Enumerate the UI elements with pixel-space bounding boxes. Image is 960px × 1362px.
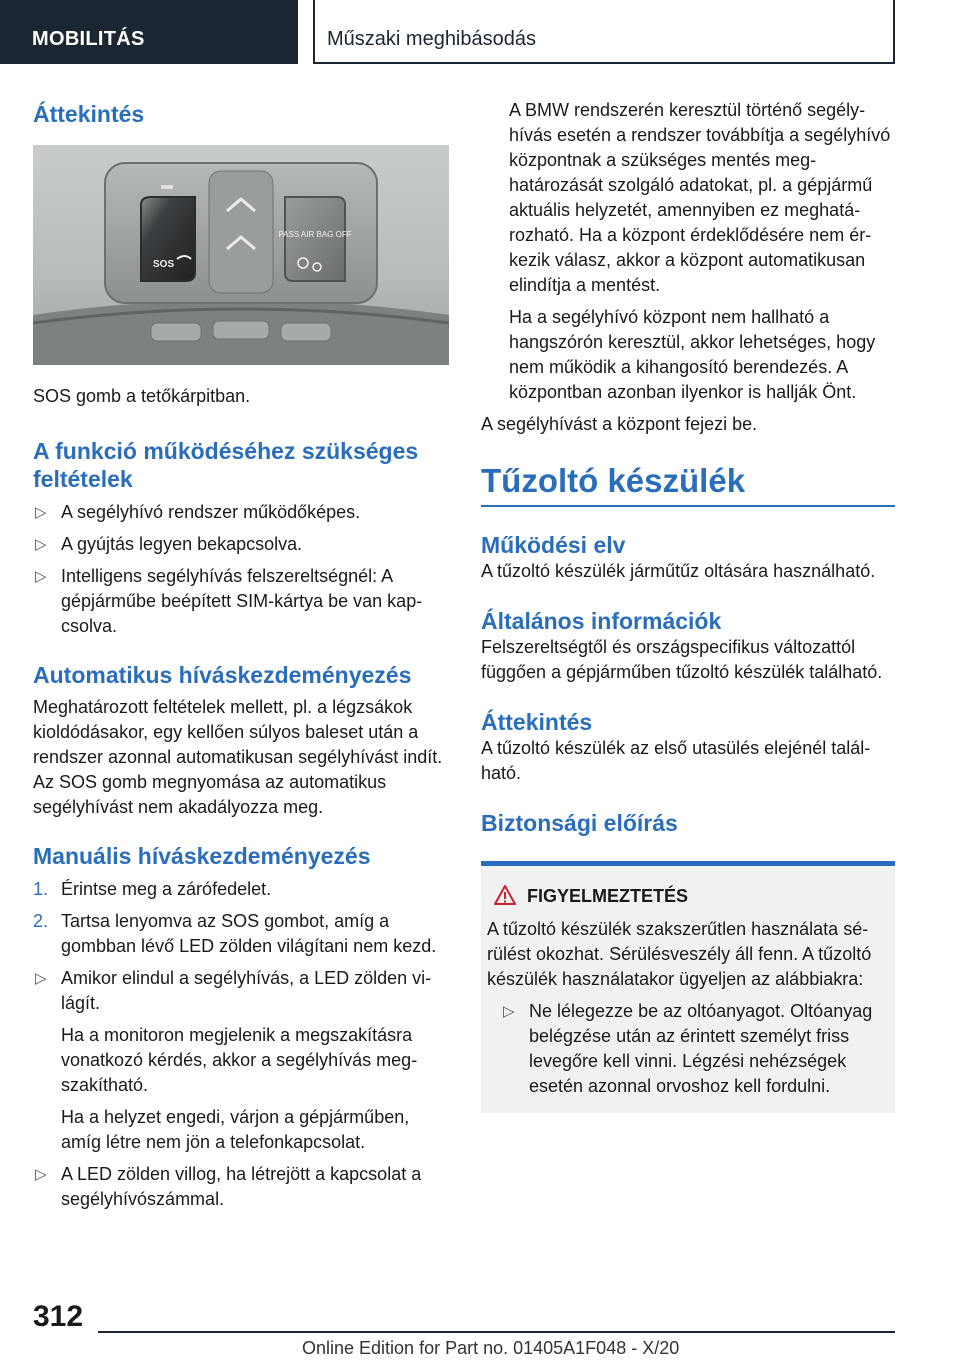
edition-text: Online Edition for Part no. 01405A1F048 - X/20 <box>302 1338 680 1358</box>
list-item-text: Ne lélegezze be az oltóanyagot. Oltóanyag belégzése után az érintett személyt friss levegőre kell vinni. Légzési nehézségek esetén azonnal orvoshoz kell fordulni. <box>529 1001 873 1096</box>
list-item-text: A gyújtás legyen bekapcsolva. <box>61 534 303 554</box>
warning-triangle-icon <box>493 884 517 906</box>
triangle-bullet-icon: ▷ <box>35 568 47 585</box>
principle-heading: Működési elv <box>481 532 626 558</box>
auto-call-text: Meghatározott feltételek mellett, pl. a légzsákok kioldódásakor, egy kellően súlyos baleset után a rendszer azonnal automatikusan segélyhívást indít. Az SOS gomb megnyomása az automatikus segélyhívást nem akadályozza meg. <box>33 697 443 817</box>
sos-button-photo <box>33 145 449 365</box>
general-info-text: Felszereltségtől és országspecifikus változattól függően a gépjárműben tűzoltó készülék található. <box>481 637 883 682</box>
footer-rule <box>98 1331 895 1333</box>
list-item-text: Tartsa lenyomva az SOS gombot, amíg a gombban lévő LED zölden világítani nem kezd. <box>61 911 437 956</box>
chapter-heading: Tűzoltó készülék <box>481 462 746 499</box>
page-number: 312 <box>33 1300 84 1333</box>
manual-call-heading: Manuális híváskezdeményezés <box>33 843 371 869</box>
triangle-bullet-icon: ▷ <box>35 1166 47 1183</box>
warning-bullets <box>487 999 887 1099</box>
triangle-bullet-icon: ▷ <box>503 1003 515 1020</box>
list-item <box>33 877 449 902</box>
list-item-text: Intelligens segélyhívás felszereltségnél: A gépjárműbe beépített SIM-kártya be van kapcsolva. <box>61 566 423 636</box>
triangle-bullet-icon: ▷ <box>35 504 47 521</box>
overview-text: A tűzoltó készülék az első utasülés elejénél található. <box>481 738 871 783</box>
left-column <box>33 100 449 1212</box>
list-item-text: A segélyhívó rendszer működőképes. <box>61 502 361 522</box>
header-section-label: MOBILITÁS <box>32 28 145 50</box>
header-topic-label: Műszaki meghibásodás <box>327 28 536 50</box>
continued-paragraph: Ha a segélyhívó központ nem hallható a hangszórón keresztül, akkor lehetséges, hogy nem működik a kihangosító berendezés. A központban azonban ilyenkor is hallják Önt. <box>509 307 876 402</box>
requirements-list <box>33 500 449 639</box>
auto-call-heading: Automatikus híváskezdeményezés <box>33 662 412 688</box>
step-number: 1. <box>33 879 49 899</box>
list-item-text: A LED zölden villog, ha létrejött a kapcsolat a segélyhívószámmal. <box>61 1164 422 1209</box>
manual-bullets <box>33 966 449 1016</box>
continued-paragraph: A segélyhívást a központ fejezi be. <box>481 414 758 434</box>
chapter-rule <box>481 505 895 507</box>
manual-subtext: Ha a helyzet engedi, várjon a gépjárműben, amíg létre nem jön a telefonkapcsolat. <box>61 1107 410 1152</box>
list-item <box>33 909 449 959</box>
general-info-heading: Általános információk <box>481 608 722 634</box>
list-item-text: Érintse meg a zárófedelet. <box>61 879 272 899</box>
overview-heading: Áttekintés <box>481 709 593 735</box>
warning-title-row <box>487 884 887 909</box>
header-topic-tab <box>313 0 895 64</box>
warning-box <box>481 861 895 1113</box>
list-item <box>33 500 449 525</box>
manual-bullets <box>33 1162 449 1212</box>
principle-text: A tűzoltó készülék járműtűz oltására használható. <box>481 561 876 581</box>
warning-title: FIGYELMEZTETÉS <box>527 886 689 906</box>
photo-caption: SOS gomb a tetőkárpitban. <box>33 386 251 406</box>
list-item <box>33 966 449 1016</box>
safety-heading: Biztonsági előírás <box>481 810 678 836</box>
requirements-heading: A funkció működéséhez szükséges feltételek <box>33 438 419 492</box>
continued-paragraph: A BMW rendszerén keresztül történő segélyhívás esetén a rendszer továbbítja a segélyhívó központnak a szükséges mentés meghatározását szolgáló adatokat, pl. a gépjármű aktuális helyzetét, amennyiben ez meghatározható. Ha a központ érdeklődésére nem érkezik válasz, akkor a központ automatikusan elindítja a mentést. <box>509 100 891 295</box>
sos-photo-label: SOS <box>153 259 175 270</box>
list-item <box>33 564 449 639</box>
list-item-text: Amikor elindul a segélyhívás, a LED zölden világít. <box>61 968 432 1013</box>
overview-heading: Áttekintés <box>33 101 145 127</box>
warning-text: A tűzoltó készülék szakszerűtlen használata sérülést okozhat. Sérülésveszély áll fenn. A tűzoltó készülék használatakor ügyeljen az alábbiakra: <box>487 919 872 989</box>
manual-steps-list <box>33 877 449 959</box>
header-section-tab <box>0 0 298 64</box>
list-item <box>33 532 449 557</box>
pass-airbag-label: PASS AIR BAG OFF <box>278 230 352 239</box>
manual-subtext: Ha a monitoron megjelenik a megszakításra vonatkozó kérdés, akkor a segélyhívás megszakítható. <box>61 1025 418 1095</box>
triangle-bullet-icon: ▷ <box>35 536 47 553</box>
list-item <box>33 1162 449 1212</box>
right-column <box>481 98 895 1113</box>
triangle-bullet-icon: ▷ <box>35 970 47 987</box>
list-item <box>501 999 887 1099</box>
step-number: 2. <box>33 911 49 931</box>
